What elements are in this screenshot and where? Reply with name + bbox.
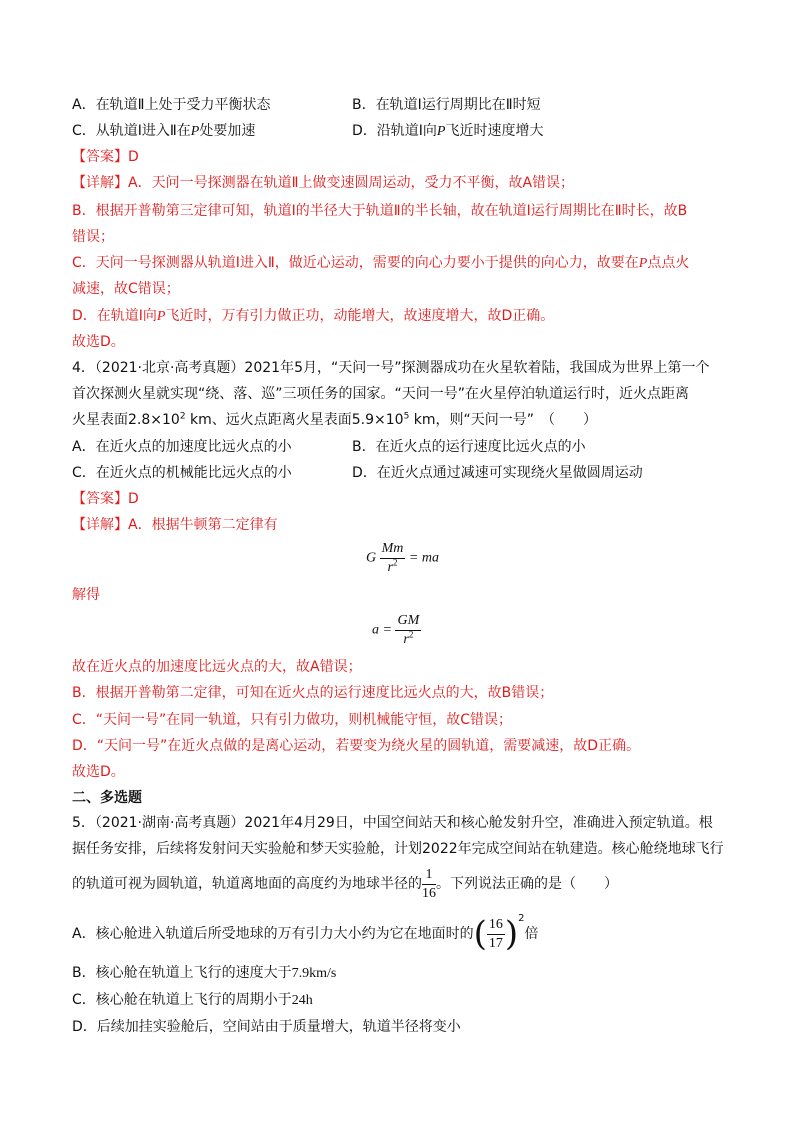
q3-detail-c-line1: C．天问一号探测器从轨道Ⅰ进入Ⅱ，做近心运动，需要的向心力要小于提供的向心力，故要在P点点火: [72, 255, 690, 271]
q5-option-d: D．后续加挂实验舱后，空间站由于质量增大，轨道半径将变小: [72, 1019, 461, 1035]
q4-option-c: C．在近火点的机械能比远火点的小: [72, 465, 292, 481]
q3-detail-b-line2: 错误；: [72, 229, 114, 245]
q4-stem-line3: 火星表面$2.8\times 10^2$ km、远火点距离火星表面$5.9\times 10^5$ km，则“天问一号” （ ）: [72, 411, 597, 428]
q5-stem-line3: 的轨道可视为圆轨道，轨道离地面的高度约为地球半径的 $\frac{1}{16}$ 。下列说法正确的是（ ）: [72, 866, 618, 901]
q3-answer: 【答案】D: [72, 149, 139, 165]
q3-detail-c-line2: 减速，故C错误；: [72, 281, 180, 297]
q4-detail-c: C．“天问一号”在同一轨道，只有引力做功，则机械能守恒，故C错误；: [72, 712, 513, 728]
q4-detail-b: B．根据开普勒第二定律，可知在近火点的运行速度比远火点的大，故B错误；: [72, 685, 554, 701]
q3-option-d: D．沿轨道Ⅰ向P飞近时速度增大: [352, 123, 544, 139]
q4-option-a: A．在近火点的加速度比远火点的小: [72, 439, 292, 455]
q4-stem-line1: 4．（2021·北京·高考真题）2021年5月，“天问一号”探测器成功在火星软着陆，我国成为世界上第一个: [72, 360, 710, 376]
q4-option-d: D．在近火点通过减速可实现绕火星做圆周运动: [352, 465, 643, 481]
acceleration-equation: a = $\frac{GM}{r^2}$: [372, 613, 420, 647]
q4-stem-line2: 首次探测火星就实现“绕、落、巡”三项任务的国家。“天问一号”在火星停泊轨道运行时，近火点距离: [72, 386, 690, 402]
q4-answer: 【答案】D: [72, 491, 139, 507]
section-heading-multiple-choice: 二、多选题: [72, 790, 142, 806]
q5-stem-line1: 5．（2021·湖南·高考真题）2021年4月29日，中国空间站天和核心舱发射升空，准确进入预定轨道。根: [72, 815, 713, 831]
q3-option-c: C．从轨道Ⅰ进入Ⅱ在P处要加速: [72, 123, 256, 139]
q5-option-c: C．核心舱在轨道上飞行的周期小于24h: [72, 992, 313, 1008]
q3-option-b: B．在轨道Ⅰ运行周期比在Ⅱ时短: [352, 97, 541, 113]
q3-detail-b-line1: B．根据开普勒第三定律可知，轨道Ⅰ的半径大于轨道Ⅱ的半长轴，故在轨道Ⅰ运行周期比在Ⅱ时长，故B: [72, 203, 688, 219]
q4-detail-d: D．“天问一号”在近火点做的是离心运动，若要变为绕火星的圆轨道，需要减速，故D正确。: [72, 738, 641, 754]
q4-option-b: B．在近火点的运行速度比远火点的小: [352, 439, 586, 455]
newton-second-law-equation: G $\frac{Mm}{r^2}$ = ma: [366, 541, 439, 575]
q5-option-b: B．核心舱在轨道上飞行的速度大于7.9km/s: [72, 965, 337, 981]
q4-detail-a: 【详解】A．根据牛顿第二定律有: [72, 517, 278, 533]
q3-detail-d: D．在轨道Ⅰ向P飞近时，万有引力做正功，动能增大，故速度增大，故D正确。: [72, 308, 555, 324]
q4-solve-label: 解得: [72, 587, 100, 603]
q3-choose: 故选D。: [72, 334, 125, 350]
q4-conclusion-a: 故在近火点的加速度比远火点的大，故A错误；: [72, 659, 362, 675]
q4-choose: 故选D。: [72, 764, 125, 780]
q5-stem-line2: 据任务安排，后续将发射问天实验舱和梦天实验舱，计划2022年完成空间站在轨建造。核心舱绕地球飞行: [72, 841, 724, 857]
q5-option-a: A．核心舱进入轨道后所受地球的万有引力大小约为它在地面时的( $\frac{16}{17}$ )$^2$倍: [72, 913, 539, 954]
q3-option-a: A．在轨道Ⅱ上处于受力平衡状态: [72, 97, 271, 113]
q3-detail-a: 【详解】A．天问一号探测器在轨道Ⅱ上做变速圆周运动，受力不平衡，故A错误；: [72, 175, 575, 191]
